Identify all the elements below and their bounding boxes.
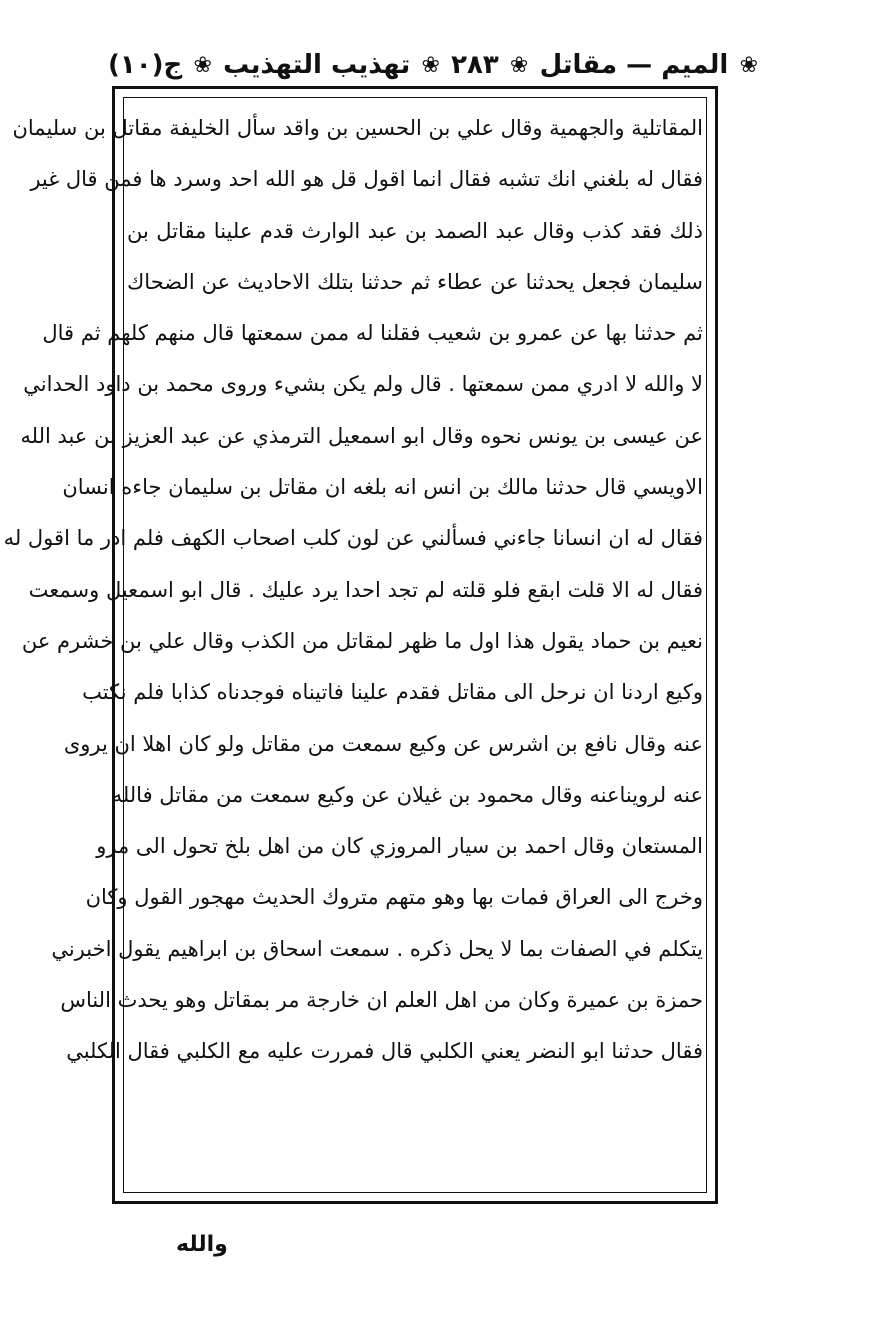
text-line: ثم حدثنا بها عن عمرو بن شعيب فقلنا له ممن سمعتها قال منهم كلهم ثم قال [42, 321, 703, 346]
text-line: لا والله لا ادري ممن سمعتها . قال ولم يكن بشيء وروى محمد بن داود الحداني [23, 372, 703, 397]
text-line: الاويسي قال حدثنا مالك بن انس انه بلغه ان مقاتل بن سليمان جاءه انسان [62, 475, 703, 500]
text-line: فقال له بلغني انك تشبه فقال انما اقول قل هو الله احد وسرد ها فمن قال غير [30, 167, 703, 192]
catchword: والله [176, 1232, 228, 1257]
ornament-icon: ❀ [739, 52, 758, 78]
text-line: عنه لرويناعنه وقال محمود بن غيلان عن وكيع سمعت من مقاتل فالله [111, 782, 703, 807]
section-title: الميم — مقاتل [539, 50, 729, 80]
page-header [108, 40, 758, 90]
ornament-icon: ❀ [509, 52, 529, 78]
text-line: المقاتلية والجهمية وقال علي بن الحسين بن واقد سأل الخليفة مقاتل بن سليمان [12, 116, 703, 140]
ornament-icon: ❀ [421, 52, 440, 78]
text-line: نعيم بن حماد يقول هذا اول ما ظهر لمقاتل من الكذب وقال علي بن خشرم عن [21, 628, 703, 653]
volume-label: ج(١٠) [108, 50, 183, 80]
text-line: وكيع اردنا ان نرحل الى مقاتل فقدم علينا فاتيناه فوجدناه كذابا فلم نكتب [82, 680, 703, 705]
text-frame [3, 86, 718, 1204]
text-line: حمزة بن عميرة وكان من اهل العلم ان خارجة مر بمقاتل وهو يحدث الناس [60, 988, 703, 1013]
text-line: فقال له ان انسانا جاءني فسألني عن لون كلب اصحاب الكهف فلم ادر ما اقول له [3, 526, 703, 551]
page-number: ٢٨٣ [451, 50, 499, 80]
text-line: المستعان وقال احمد بن سيار المروزي كان من اهل بلخ تحول الى مرو [96, 834, 703, 859]
text-line: فقال حدثنا ابو النضر يعني الكلبي قال فمررت عليه مع الكلبي فقال الكلبي [66, 1039, 703, 1064]
text-line: ذلك فقد كذب وقال عبد الصمد بن عبد الوارث قدم علينا مقاتل بن [127, 218, 703, 243]
text-line: عن عيسى بن يونس نحوه وقال ابو اسمعيل الترمذي عن عبد العزيز بن عبد الله [20, 423, 703, 448]
text-line: وخرج الى العراق فمات بها وهو متهم متروك الحديث مهجور القول وكان [85, 885, 703, 910]
text-line: سليمان فجعل يحدثنا عن عطاء ثم حدثنا بتلك الاحاديث عن الضحاك [127, 269, 703, 294]
ornament-icon: ❀ [193, 52, 212, 78]
book-title: تهذيب التهذيب [223, 50, 411, 80]
text-line: عنه وقال نافع بن اشرس عن وكيع سمعت من مقاتل ولو كان اهلا ان يروى [63, 731, 703, 756]
text-line: فقال له الا قلت ابقع فلو قلته لم تجد احدا يرد عليك . قال ابو اسمعيل وسمعت [28, 577, 703, 602]
text-line: يتكلم في الصفات بما لا يحل ذكره . سمعت اسحاق بن ابراهيم يقول اخبرني [51, 936, 703, 961]
body-text [3, 103, 703, 1078]
